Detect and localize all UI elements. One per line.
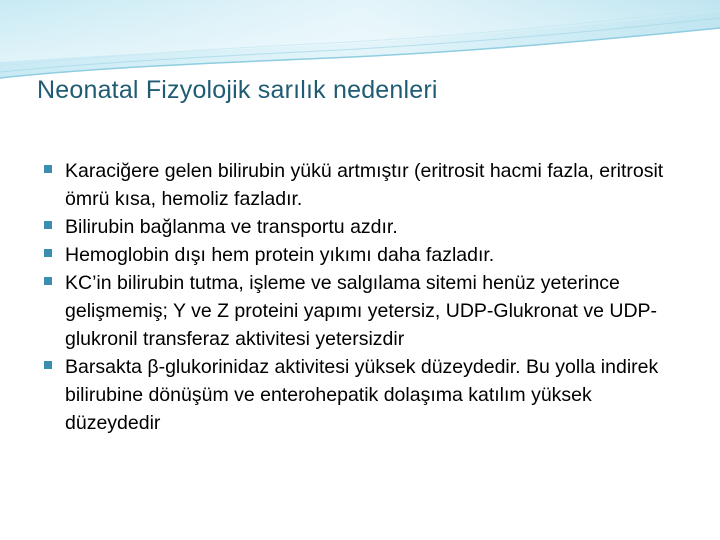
square-bullet-icon <box>44 165 52 173</box>
bullet-item-1 <box>44 157 684 213</box>
bullet-item-5 <box>44 353 684 437</box>
square-bullet-icon <box>44 361 52 369</box>
square-bullet-icon <box>44 277 52 285</box>
square-bullet-icon <box>44 249 52 257</box>
bullet-item-3 <box>44 241 684 269</box>
bullet-text: Bilirubin bağlanma ve transportu azdır. <box>65 216 398 238</box>
slide-title: Neonatal Fizyolojik sarılık nedenleri <box>37 76 438 104</box>
bullet-item-4 <box>44 269 684 353</box>
bullet-text: Karaciğere gelen bilirubin yükü artmıştır (eritrosit hacmi fazla, eritrosit ömrü kısa, hemoliz fazladır. <box>65 160 664 210</box>
bullet-text: Hemoglobin dışı hem protein yıkımı daha fazladır. <box>65 244 495 266</box>
bullet-list <box>44 157 684 437</box>
bullet-text: KC’in bilirubin tutma, işleme ve salgılama sitemi henüz yeterince gelişmemiş; Y ve Z proteini yapımı yetersiz, UDP-Glukronat ve UDP-glukronil transferaz aktivitesi yetersizdir <box>65 272 658 350</box>
square-bullet-icon <box>44 221 52 229</box>
bullet-text: Barsakta β-glukorinidaz aktivitesi yüksek düzeydedir. Bu yolla indirek bilirubine dönüşüm ve enterohepatik dolaşıma katılım yüksek düzeydedir <box>65 356 659 434</box>
bullet-item-2 <box>44 213 684 241</box>
